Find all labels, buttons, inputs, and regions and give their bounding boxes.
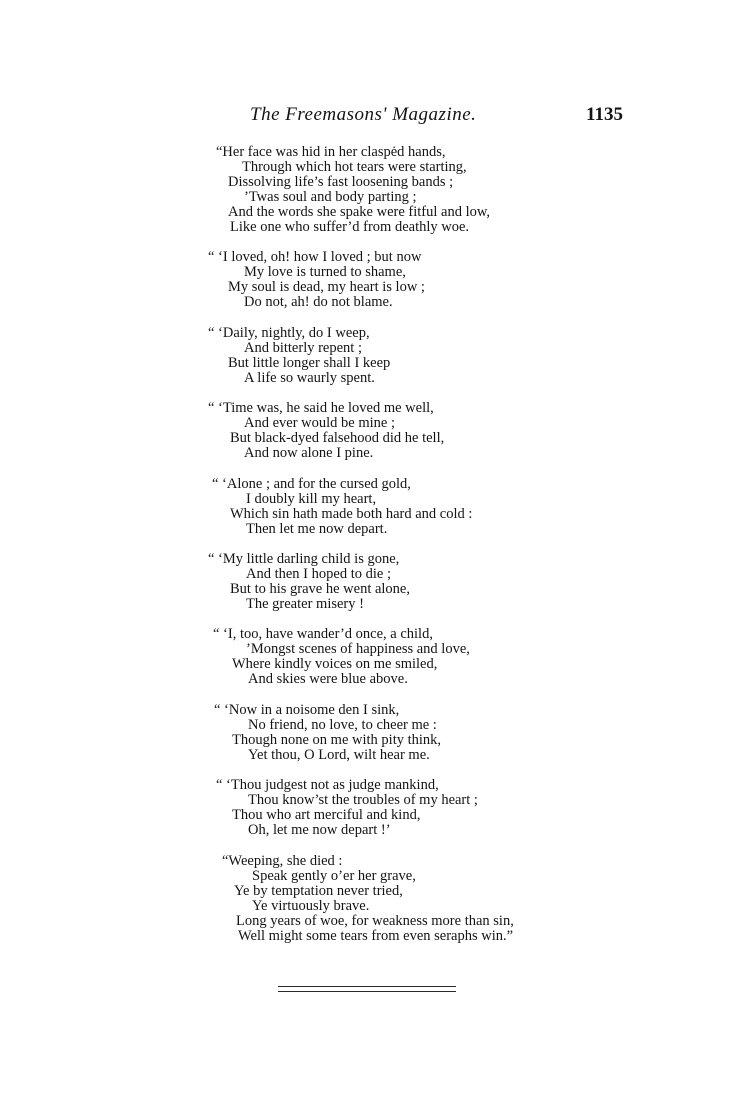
poem-line: Ye by temptation never tried, bbox=[234, 883, 403, 899]
poem-line: Speak gently o’er her grave, bbox=[252, 868, 416, 884]
poem-line: Yet thou, O Lord, wilt hear me. bbox=[248, 747, 430, 763]
poem-line: Through which hot tears were starting, bbox=[242, 159, 467, 175]
poem-line: And the words she spake were fitful and low, bbox=[228, 204, 491, 220]
poem-line: Dissolving life’s fast loosening bands ; bbox=[228, 174, 454, 190]
poem-line: Where kindly voices on me smiled, bbox=[232, 656, 438, 672]
magazine-title: The Freemasons' Magazine. bbox=[250, 104, 477, 125]
poem-line: The greater misery ! bbox=[246, 596, 364, 612]
poem-line: “ ‘Daily, nightly, do I weep, bbox=[208, 325, 370, 341]
poem-line: No friend, no love, to cheer me : bbox=[248, 717, 437, 733]
poem-line: Like one who suffer’d from deathly woe. bbox=[230, 219, 470, 235]
poem-line: Thou know’st the troubles of my heart ; bbox=[248, 792, 478, 808]
poem-line: A life so waurly spent. bbox=[244, 370, 375, 386]
poem-line: “ ‘Time was, he said he loved me well, bbox=[208, 400, 434, 416]
poem-line: But little longer shall I keep bbox=[228, 355, 391, 371]
poem-line: Though none on me with pity think, bbox=[232, 732, 442, 748]
poem-line: “Her face was hid in her claspėd hands, bbox=[216, 144, 446, 160]
poem-line: Thou who art merciful and kind, bbox=[232, 807, 421, 823]
poem-line: Ye virtuously brave. bbox=[252, 898, 370, 914]
poem-line: “ ‘Now in a noisome den I sink, bbox=[214, 702, 400, 718]
poem-line: Long years of woe, for weakness more than sin, bbox=[236, 913, 514, 929]
poem-line: Well might some tears from even seraphs win.” bbox=[238, 928, 514, 944]
poem-line: “ ‘My little darling child is gone, bbox=[208, 551, 400, 567]
poem-line: And ever would be mine ; bbox=[244, 415, 396, 431]
poem-line: And then I hoped to die ; bbox=[246, 566, 391, 582]
poem-line: And bitterly repent ; bbox=[244, 340, 362, 356]
poem-line: Which sin hath made both hard and cold : bbox=[230, 506, 473, 522]
poem-line: “ ‘I loved, oh! how I loved ; but now bbox=[208, 249, 422, 265]
poem-line: ’Twas soul and body parting ; bbox=[244, 189, 417, 205]
page-number: 1135 bbox=[586, 104, 623, 125]
poem-line: I doubly kill my heart, bbox=[246, 491, 377, 507]
poem-line: But to his grave he went alone, bbox=[230, 581, 410, 597]
poem-line: My love is turned to shame, bbox=[244, 264, 406, 280]
poem-line: ’Mongst scenes of happiness and love, bbox=[246, 641, 470, 657]
poem-line: But black-dyed falsehood did he tell, bbox=[230, 430, 445, 446]
poem-line: “ ‘I, too, have wander’d once, a child, bbox=[213, 626, 433, 642]
poem-line: My soul is dead, my heart is low ; bbox=[228, 279, 425, 295]
poem-line: Then let me now depart. bbox=[246, 521, 388, 537]
poem-line: “ ‘Thou judgest not as judge mankind, bbox=[216, 777, 439, 793]
closing-rule-secondary bbox=[278, 991, 456, 992]
poem-line: “Weeping, she died : bbox=[222, 853, 343, 869]
closing-rule bbox=[278, 986, 456, 987]
poem-line: And now alone I pine. bbox=[244, 445, 374, 461]
poem-line: And skies were blue above. bbox=[248, 671, 408, 687]
poem-line: “ ‘Alone ; and for the cursed gold, bbox=[212, 476, 411, 492]
poem-line: Oh, let me now depart !’ bbox=[248, 822, 391, 838]
poem-line: Do not, ah! do not blame. bbox=[244, 294, 393, 310]
